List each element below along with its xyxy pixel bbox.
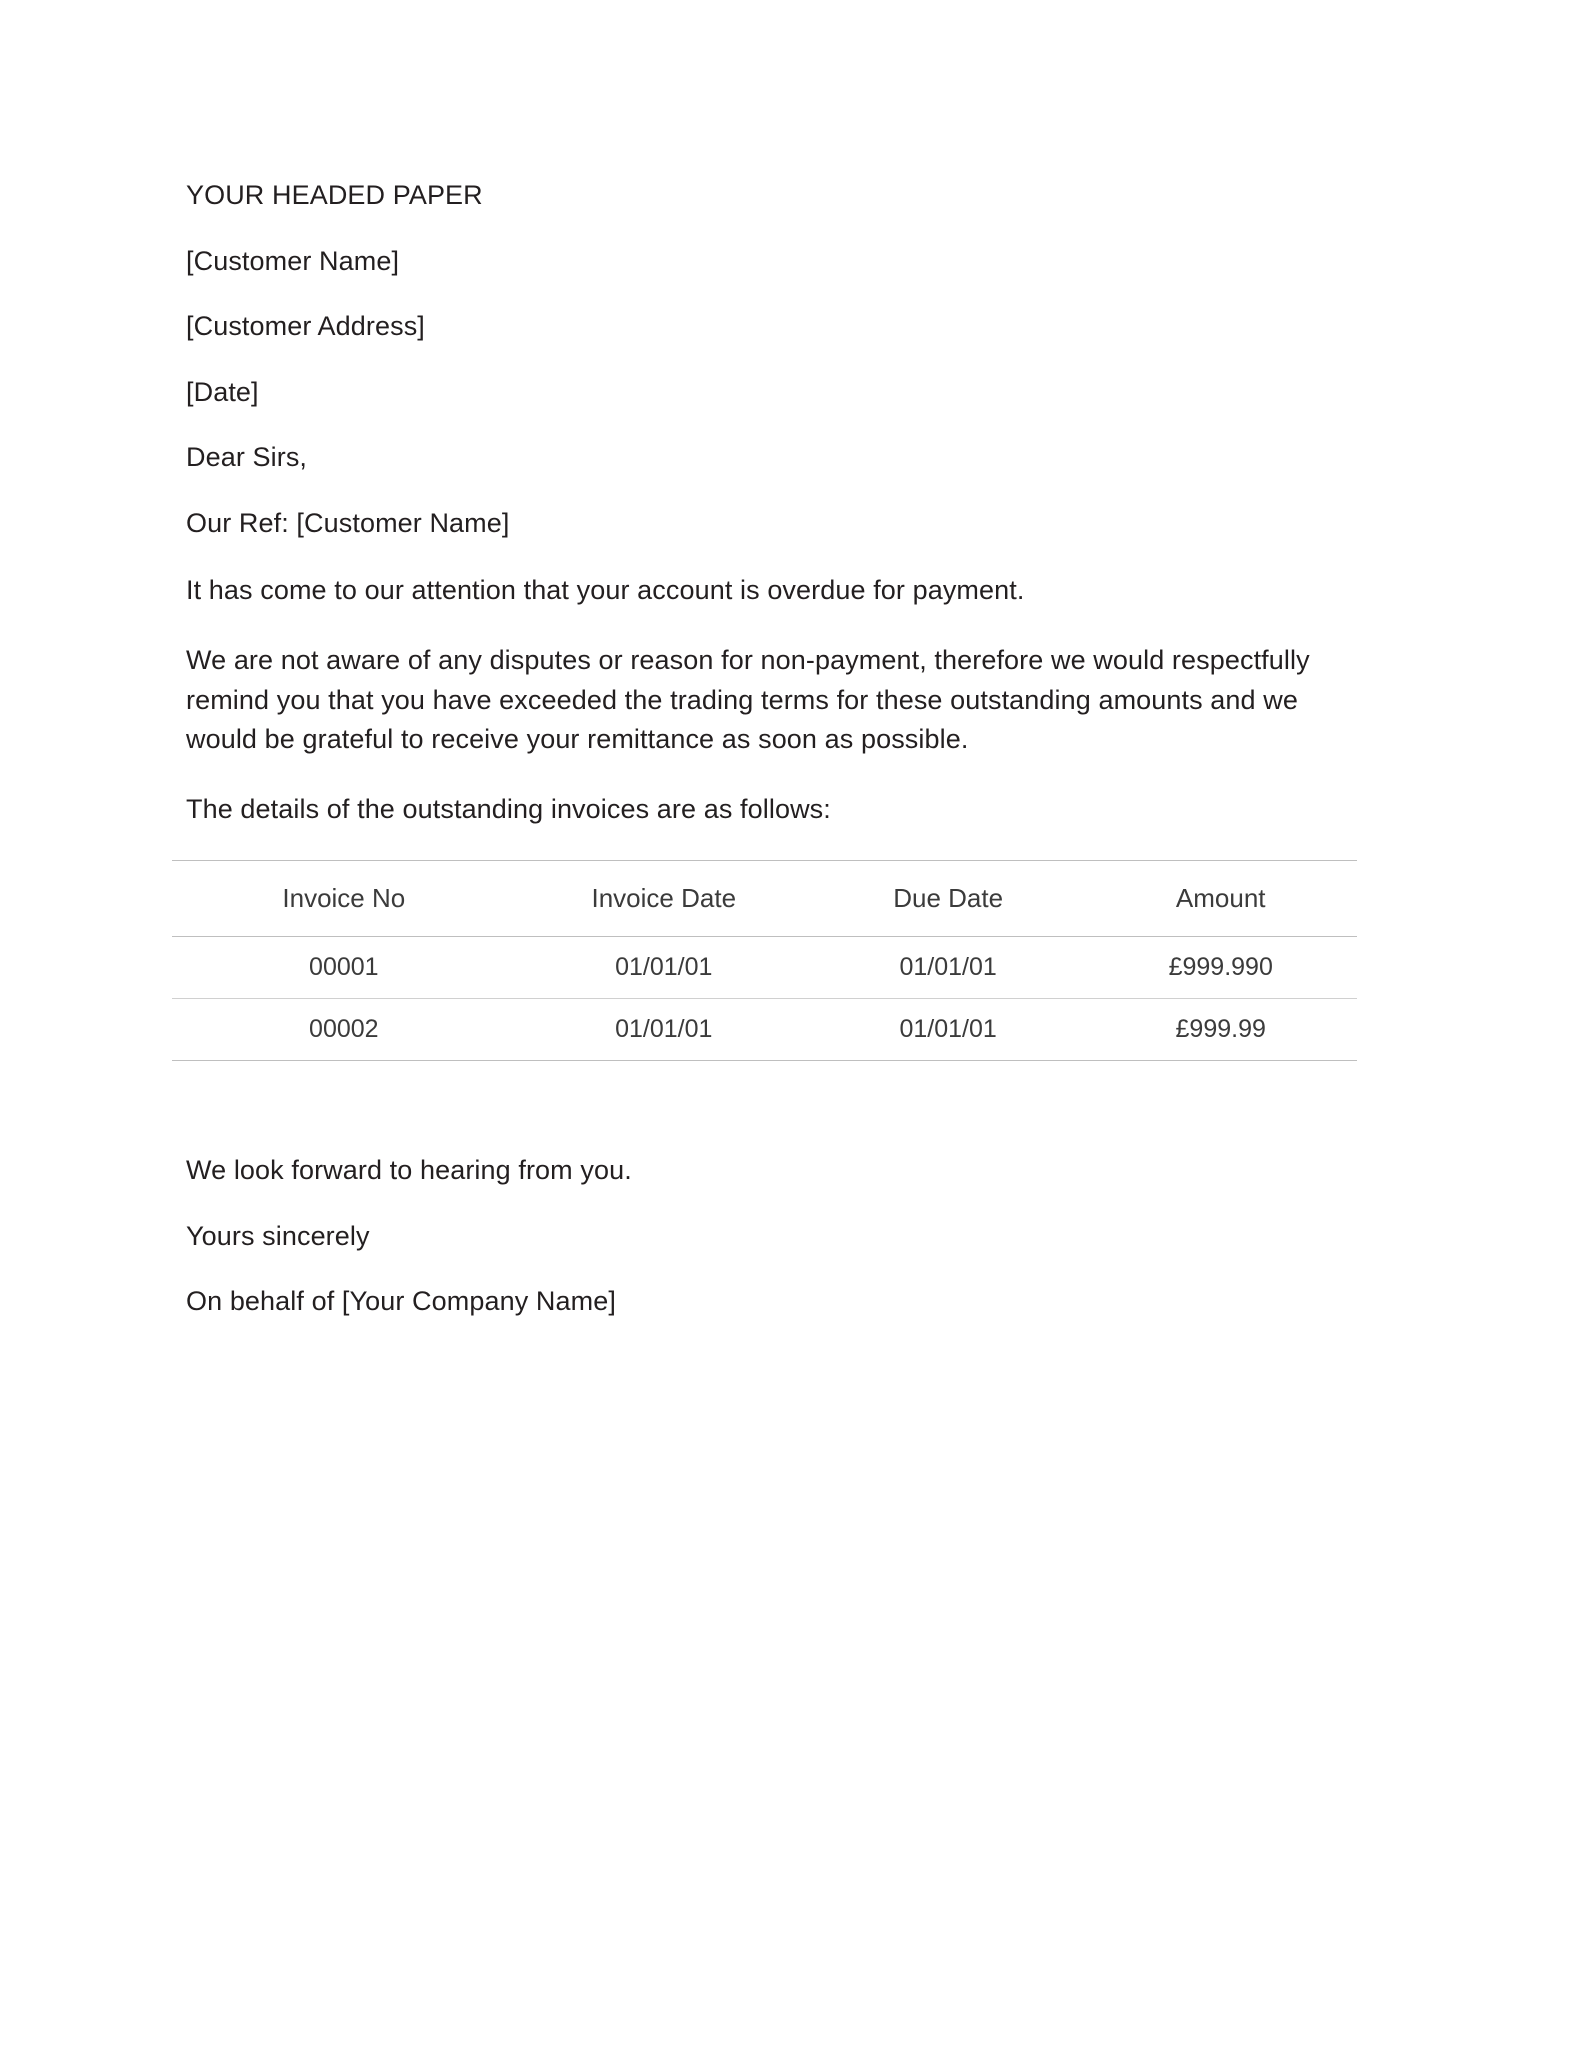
table-row: [172, 998, 1357, 1060]
reference-line: Our Ref: [Customer Name]: [186, 507, 510, 538]
cell-invoice-date: 01/01/01: [516, 998, 812, 1060]
customer-address-line: [Customer Address]: [186, 311, 425, 342]
cell-due-date: 01/01/01: [812, 936, 1085, 998]
cell-amount: £999.990: [1084, 936, 1357, 998]
closing-line-3: On behalf of [Your Company Name]: [186, 1286, 616, 1317]
body-paragraph-2: We are not aware of any disputes or reason for non-payment, therefore we would respectfully remind you that you have exceeded the trading terms for these outstanding amounts and we would be grateful to receive your remittance as soon as possible.: [186, 645, 1310, 754]
body-paragraph-3: The details of the outstanding invoices are as follows:: [186, 793, 831, 824]
table-row: [172, 936, 1357, 998]
customer-name-line: [Customer Name]: [186, 245, 400, 276]
table-header-row: [172, 860, 1357, 936]
letter-body: [186, 178, 1411, 1319]
cell-invoice-no: 00002: [172, 998, 516, 1060]
body-paragraph-1: It has come to our attention that your account is overdue for payment.: [186, 575, 1025, 606]
cell-due-date: 01/01/01: [812, 998, 1085, 1060]
closing-line-1: We look forward to hearing from you.: [186, 1154, 632, 1185]
cell-invoice-date: 01/01/01: [516, 936, 812, 998]
column-header-invoice-no: Invoice No: [172, 860, 516, 936]
cell-invoice-no: 00001: [172, 936, 516, 998]
closing-line-2: Yours sincerely: [186, 1220, 370, 1251]
cell-amount: £999.99: [1084, 998, 1357, 1060]
closing-block: [186, 1153, 1411, 1319]
invoice-table: [172, 860, 1357, 1061]
date-line: [Date]: [186, 376, 259, 407]
column-header-invoice-date: Invoice Date: [516, 860, 812, 936]
column-header-due-date: Due Date: [812, 860, 1085, 936]
column-header-amount: Amount: [1084, 860, 1357, 936]
headed-paper-line: YOUR HEADED PAPER: [186, 180, 483, 210]
salutation-line: Dear Sirs,: [186, 442, 308, 473]
invoice-table-wrapper: [172, 860, 1357, 1061]
